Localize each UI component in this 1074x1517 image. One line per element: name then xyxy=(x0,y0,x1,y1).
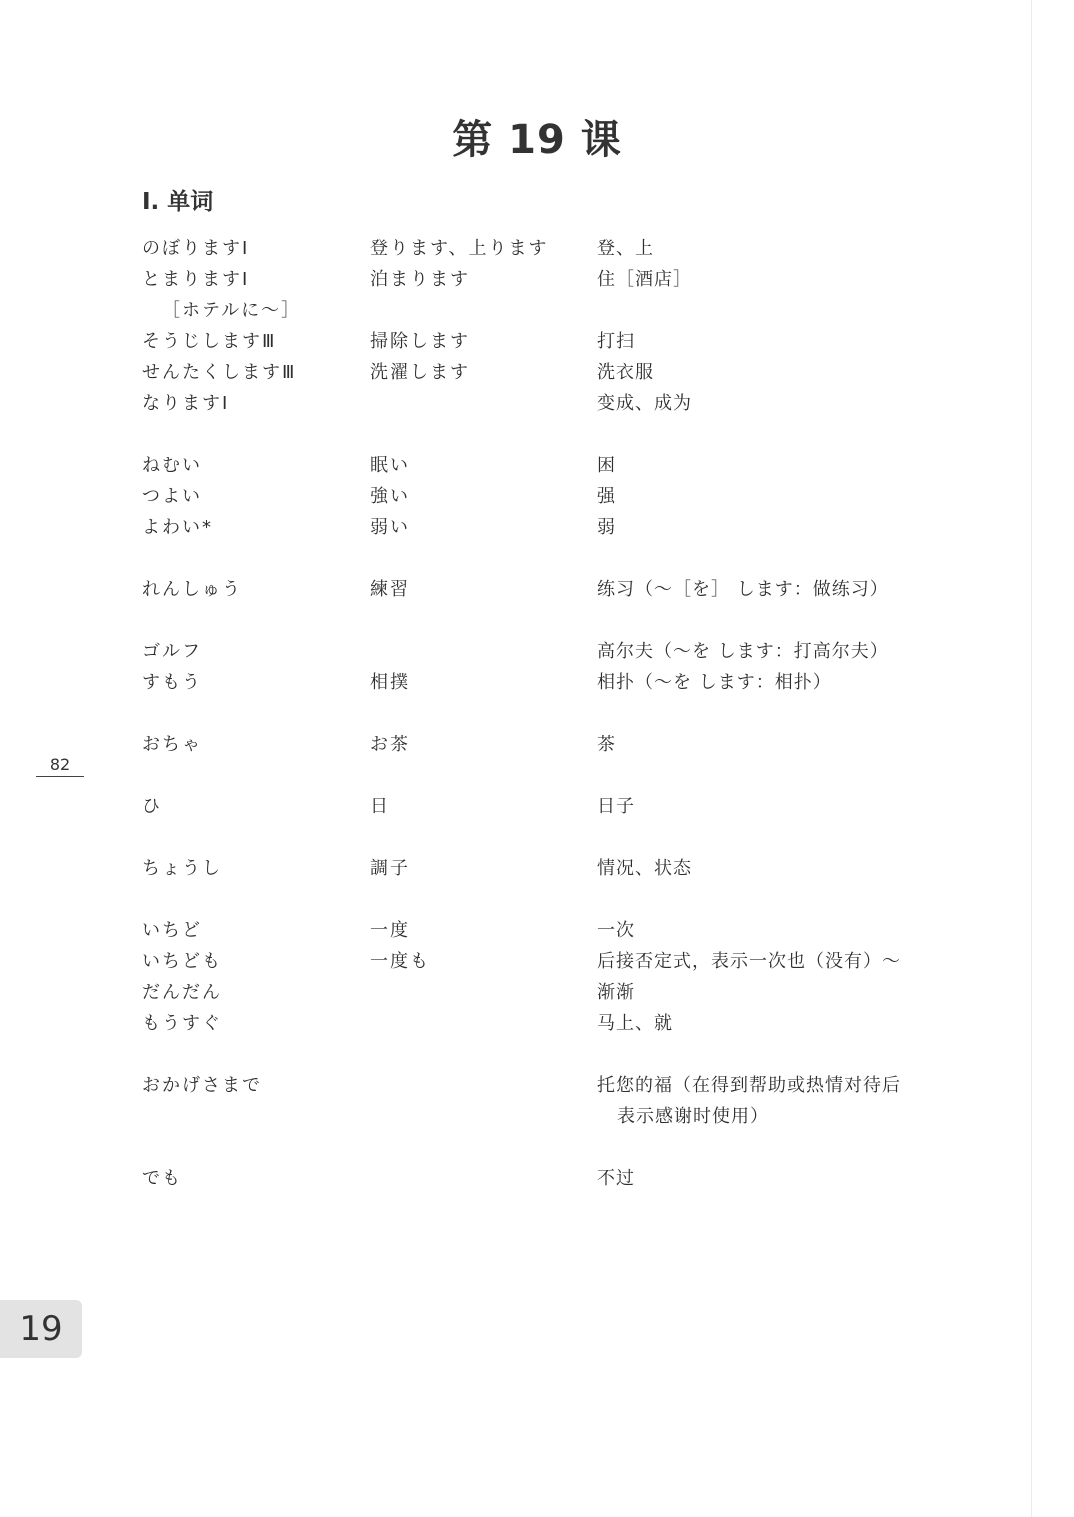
vocab-kanji: 掃除します xyxy=(370,331,470,352)
vocab-kanji: 登ります、上ります xyxy=(370,238,549,259)
vocab-kana: もうすぐ xyxy=(142,1013,222,1034)
chapter-tab: 19 xyxy=(0,1300,82,1358)
vocab-kana: ねむい xyxy=(142,455,202,476)
vocab-row xyxy=(142,1163,962,1194)
vocab-kana: ゴルフ xyxy=(142,641,202,662)
vocab-kana: よわい* xyxy=(142,517,213,538)
vocab-kanji: 調子 xyxy=(370,858,410,879)
vocab-meaning: 马上、就 xyxy=(597,1013,673,1034)
vocab-kanji: お茶 xyxy=(370,734,410,755)
vocab-row xyxy=(142,1101,962,1132)
vocab-row xyxy=(142,295,962,326)
vocab-kana: でも xyxy=(142,1168,182,1189)
vocab-meaning: 一次 xyxy=(597,920,635,941)
vocab-row xyxy=(142,512,962,543)
vocab-meaning: 登、上 xyxy=(597,238,654,259)
vocab-row xyxy=(142,450,962,481)
vocab-row xyxy=(142,977,962,1008)
vocab-kanji: 弱い xyxy=(370,517,410,538)
vocab-row xyxy=(142,388,962,419)
vocab-row xyxy=(142,1008,962,1039)
vocab-meaning: 高尔夫（～を します：打高尔夫） xyxy=(597,641,889,662)
vocab-meaning: 日子 xyxy=(597,796,635,817)
vocab-meaning: 弱 xyxy=(597,517,616,538)
vocab-row xyxy=(142,357,962,388)
vocab-row xyxy=(142,264,962,295)
vocab-row xyxy=(142,636,962,667)
vocab-meaning: 情况、状态 xyxy=(597,858,692,879)
vocab-meaning: 强 xyxy=(597,486,616,507)
section-heading: I. 单词 xyxy=(142,189,214,215)
vocab-kana: とまりますⅠ xyxy=(142,269,250,290)
vocab-row xyxy=(142,791,962,822)
page-number: 82 xyxy=(36,755,84,777)
vocab-meaning: 茶 xyxy=(597,734,616,755)
vocab-kanji: 泊まります xyxy=(370,269,470,290)
vocab-kana: れんしゅう xyxy=(142,579,242,600)
vocab-kanji: 眠い xyxy=(370,455,410,476)
vocab-kana: そうじしますⅢ xyxy=(142,331,277,352)
vocab-kana: いちど xyxy=(142,920,202,941)
vocab-meaning: 后接否定式，表示一次也（没有）～ xyxy=(597,951,901,972)
vocab-kana: のぼりますⅠ xyxy=(142,238,250,259)
vocab-kana-usage: ［ホテルに～］ xyxy=(162,300,302,321)
vocab-meaning: 渐渐 xyxy=(597,982,635,1003)
vocab-kanji: 日 xyxy=(370,796,390,817)
page-title: 第 19 课 xyxy=(452,117,622,163)
vocab-kanji: 練習 xyxy=(370,579,410,600)
vocab-row xyxy=(142,946,962,977)
vocab-kanji: 洗濯します xyxy=(370,362,470,383)
vocab-kana: なりますⅠ xyxy=(142,393,230,414)
vocab-meaning: 打扫 xyxy=(597,331,635,352)
vocab-kana: せんたくしますⅢ xyxy=(142,362,297,383)
vocab-kana: すもう xyxy=(142,672,202,693)
vocab-kana: おちゃ xyxy=(142,734,202,755)
vocabulary-list xyxy=(142,233,962,1194)
vocab-kana: つよい xyxy=(142,486,202,507)
vocab-row xyxy=(142,667,962,698)
vocab-kana: だんだん xyxy=(142,982,222,1003)
vocab-kana: ちょうし xyxy=(142,858,222,879)
vocab-meaning: 托您的福（在得到帮助或热情对待后 xyxy=(597,1075,901,1096)
vocab-kana: いちども xyxy=(142,951,222,972)
vocab-row xyxy=(142,1070,962,1101)
vocab-row xyxy=(142,233,962,264)
page-edge-line xyxy=(1031,0,1032,1517)
vocab-meaning: 住［酒店］ xyxy=(597,269,692,290)
vocab-meaning: 洗衣服 xyxy=(597,362,654,383)
vocab-kana: ひ xyxy=(142,796,162,817)
vocab-row xyxy=(142,853,962,884)
vocab-kanji: 強い xyxy=(370,486,410,507)
vocab-meaning: 变成、成为 xyxy=(597,393,692,414)
vocab-kana: おかげさまで xyxy=(142,1075,262,1096)
vocab-row xyxy=(142,915,962,946)
vocab-kanji: 相撲 xyxy=(370,672,410,693)
vocab-meaning-continued: 表示感谢时使用） xyxy=(617,1106,769,1127)
vocab-kanji: 一度 xyxy=(370,920,410,941)
vocab-meaning: 练习（～［を］ します：做练习） xyxy=(597,579,889,600)
vocab-row xyxy=(142,326,962,357)
vocab-meaning: 相扑（～を します：相扑） xyxy=(597,672,832,693)
vocab-meaning: 困 xyxy=(597,455,616,476)
vocab-row xyxy=(142,481,962,512)
vocab-kanji: 一度も xyxy=(370,951,430,972)
vocab-row xyxy=(142,574,962,605)
vocab-row xyxy=(142,729,962,760)
vocab-meaning: 不过 xyxy=(597,1168,635,1189)
